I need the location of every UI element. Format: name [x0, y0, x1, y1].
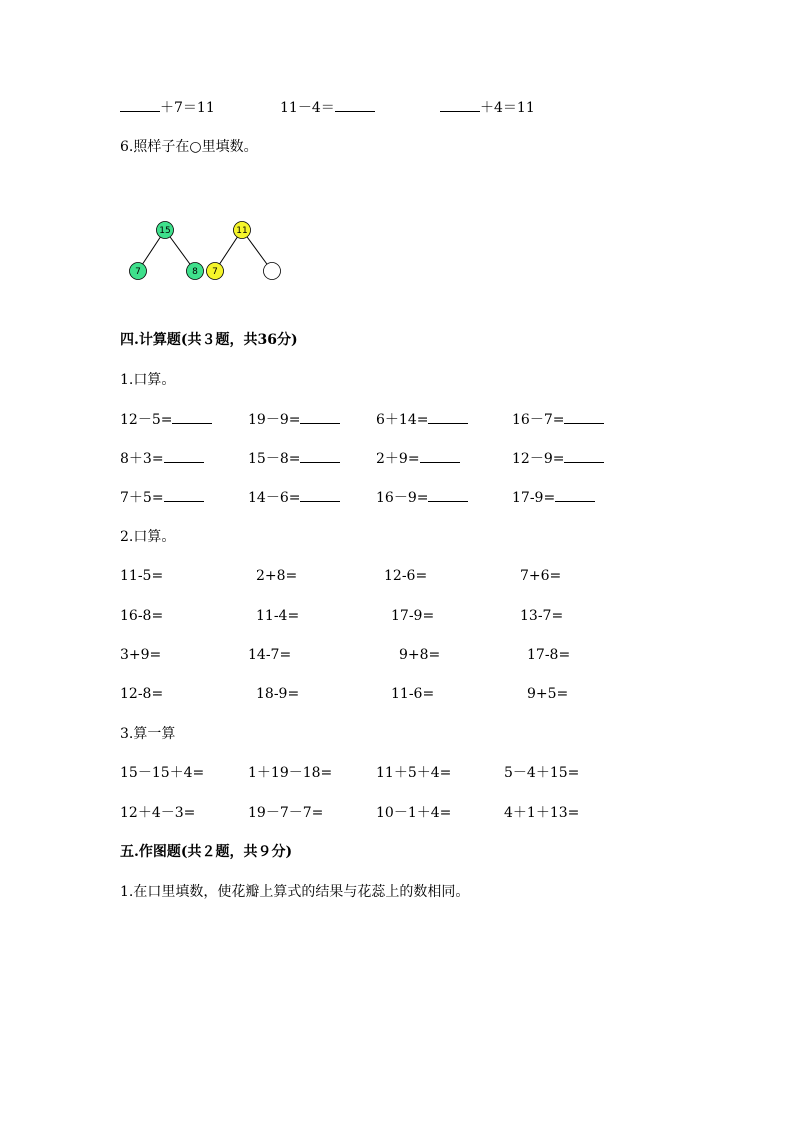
q6-title: 6.照样子在○里填数。 [120, 139, 258, 155]
q4-2-item: 9+5= [527, 686, 569, 702]
top-eq-3: ＋4＝11 [440, 98, 535, 117]
q4-1-item: 16－9= [376, 488, 468, 507]
q4-3-item: 5－4＋15= [504, 765, 580, 781]
number-bond-2 [207, 222, 281, 280]
q4-1-item: 19－9= [248, 410, 340, 429]
q4-1-item: 16－7= [512, 410, 604, 429]
q4-1-item: 8＋3= [120, 449, 204, 468]
q4-2-item: 17-8= [527, 647, 571, 663]
q4-1-item: 14－6= [248, 488, 340, 507]
q4-2-item: 7+6= [520, 568, 562, 584]
top-eq-1: ＋7＝11 [120, 98, 215, 117]
bond1-right-value: 8 [192, 267, 198, 277]
q4-1-item: 2＋9= [376, 449, 460, 468]
q4-3-item: 11＋5＋4= [376, 765, 452, 781]
answer-blank[interactable] [300, 488, 340, 502]
q4-1-item: 7＋5= [120, 488, 204, 507]
q4-3-item: 19－7－7= [248, 805, 324, 821]
answer-blank[interactable] [564, 449, 604, 463]
q4-1-item: 12－9= [512, 449, 604, 468]
q4-2-item: 12-8= [120, 686, 164, 702]
q4-3-item: 12＋4－3= [120, 805, 196, 821]
q4-2-item: 11-6= [391, 686, 435, 702]
bond2-right-circle-empty[interactable] [264, 263, 281, 280]
q4-1-item: 17-9= [512, 488, 595, 507]
answer-blank[interactable] [164, 449, 204, 463]
q4-2-item: 2+8= [256, 568, 298, 584]
q5-1-title: 1.在口里填数，使花瓣上算式的结果与花蕊上的数相同。 [120, 884, 470, 900]
answer-blank[interactable] [420, 449, 460, 463]
q4-2-item: 12-6= [384, 568, 428, 584]
number-bond-1 [130, 222, 204, 280]
section-4-title: 四.计算题(共３题，共36分) [120, 332, 298, 348]
answer-blank[interactable] [164, 488, 204, 502]
q4-2-item: 17-9= [391, 608, 435, 624]
q4-2-item: 3+9= [120, 647, 162, 663]
bond1-top-value: 15 [159, 226, 171, 236]
answer-blank[interactable] [428, 488, 468, 502]
q4-2-title: 2.口算。 [120, 529, 176, 545]
bond2-top-value: 11 [236, 226, 248, 236]
answer-blank[interactable] [300, 410, 340, 424]
q4-3-title: 3.算一算 [120, 726, 176, 742]
section-5-title: 五.作图题(共２题，共９分) [120, 844, 293, 860]
q4-2-item: 11-5= [120, 568, 164, 584]
bond1-left-value: 7 [135, 267, 141, 277]
q4-3-item: 1＋19－18= [248, 765, 333, 781]
q4-2-item: 18-9= [256, 686, 300, 702]
q4-2-item: 11-4= [256, 608, 300, 624]
q4-2-item: 9+8= [399, 647, 441, 663]
answer-blank[interactable] [428, 410, 468, 424]
bond2-left-value: 7 [212, 267, 218, 277]
answer-blank[interactable] [555, 488, 595, 502]
answer-blank[interactable] [564, 410, 604, 424]
q4-2-item: 14-7= [248, 647, 292, 663]
q4-3-item: 10－1＋4= [376, 805, 452, 821]
q4-1-item: 12－5= [120, 410, 212, 429]
q4-2-item: 16-8= [120, 608, 164, 624]
answer-blank[interactable] [172, 410, 212, 424]
top-eq-2: 11－4＝ [280, 98, 375, 117]
q4-2-item: 13-7= [520, 608, 564, 624]
q4-1-title: 1.口算。 [120, 372, 176, 388]
q4-1-item: 6＋14= [376, 410, 468, 429]
answer-blank[interactable] [300, 449, 340, 463]
q4-3-item: 4＋1＋13= [504, 805, 580, 821]
q4-1-item: 15－8= [248, 449, 340, 468]
q4-3-item: 15－15＋4= [120, 765, 205, 781]
